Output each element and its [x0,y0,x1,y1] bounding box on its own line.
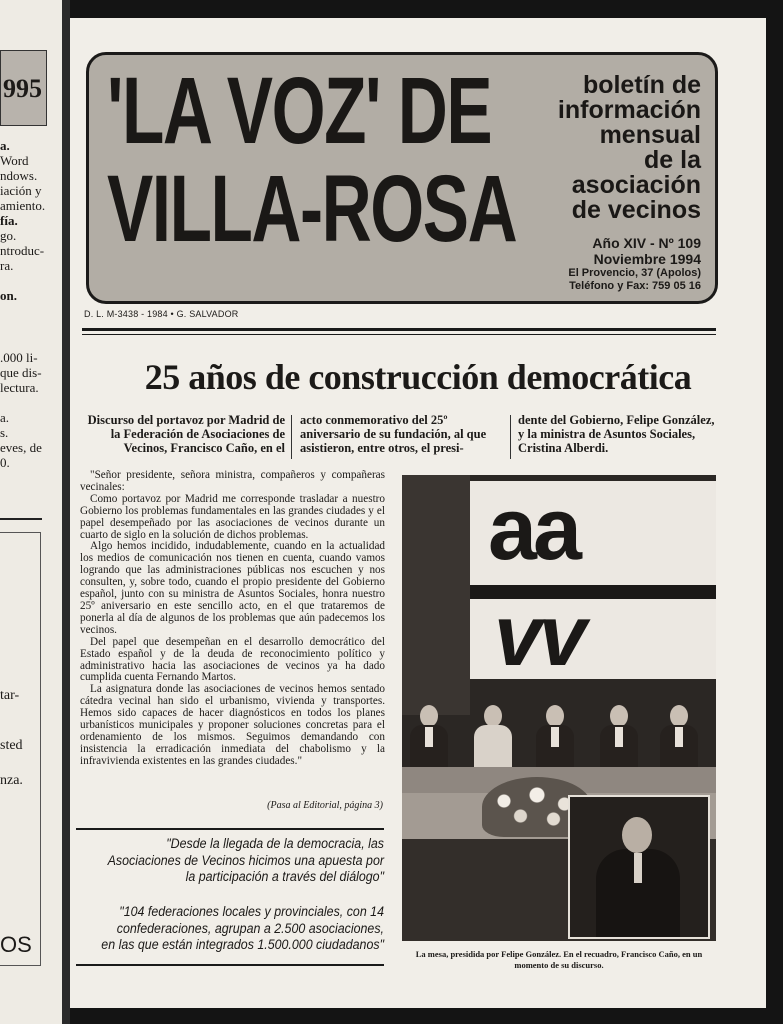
stage-curtain [402,475,470,715]
subtitle-line: información [557,96,701,124]
prev-word: OS [0,932,32,957]
article-body [80,470,385,768]
prev-line: ra. [0,258,14,273]
prev-line [0,395,60,410]
prev-line: Word [0,153,29,168]
column-separator [291,415,292,459]
prev-page-number: 995 [0,50,47,126]
body-paragraph: Algo hemos incidido, indudablemente, cuando en la actualidad los medios de comunicación nos tienen en cuenta, cuando vamos logrando que las administraciones públicas nos escuchen y nos consulten, y, sobre todo, cuando el propio presidente del Gobierno español, junto con su ministra de Asuntos Sociales, honra nuestro 25º aniversario en este sencillo acto, en el que trataremos de ponerla al día de algunos de los problemas que aún padecemos los vecinos. [80,540,385,636]
legal-deposit: D. L. M-3438 - 1984 • G. SALVADOR [84,309,239,319]
masthead-meta [568,235,701,293]
prev-line [0,273,60,288]
prev-line: fía. [0,213,18,228]
lead-column-3: dente del Gobierno, Felipe González, y la ministra de Asuntos Sociales, Cristina Alberdi. [518,413,715,455]
masthead-subtitle [558,73,701,223]
prev-word: tar- [0,688,20,703]
subtitle-line: asociación [571,171,701,199]
prev-line: .000 li- [0,350,38,365]
issue-number: Año XIV - Nº 109 [592,235,701,251]
prev-line: a. [0,138,10,153]
panel-person [534,705,576,767]
masthead-title-line-1: 'LA VOZ' DE [107,58,492,164]
prev-line: que dis- [0,365,42,380]
prev-line: go. [0,228,17,243]
pull-quote-2: "104 federaciones locales y provinciales, con 14 confederaciones, agrupan a 2.500 asociaciones, en las que están integrados 1.500.000 ciudadanos" [101,904,384,952]
continued-reference: (Pasa al Editorial, página 3) [267,800,383,811]
subtitle-line: de la [644,146,701,174]
address: El Provencio, 37 (Apolos) [568,267,701,279]
prev-line: lectura. [0,380,39,395]
prev-line: ndows. [0,168,38,183]
lead-column-2: acto conmemorativo del 25º aniversario de su fundación, al que asistieron, entre otros, el presi- [300,413,487,455]
federation-banner [470,479,716,684]
prev-line: a. [0,410,10,425]
prev-line: ntroduc- [0,243,45,258]
divider [82,328,716,331]
previous-page-edge [0,0,62,1024]
divider [82,334,716,335]
prev-line: s. [0,425,9,440]
prev-line: iación y [0,183,42,198]
panel-person [658,705,700,767]
phone: Teléfono y Fax: 759 05 16 [569,280,701,292]
prev-page-rule [0,518,42,520]
prev-line: on. [0,288,17,303]
banner-logo-top: aa [488,479,578,578]
masthead-title-line-2: VILLA-ROSA [107,156,517,262]
photo-caption: La mesa, presidida por Felipe González. En el recuadro, Francisco Caño, en un momento de su discurso. [415,949,703,970]
speaker-inset-photo [568,795,710,939]
quote-rule [76,828,384,830]
event-photo [402,475,716,941]
subtitle-line: de vecinos [571,196,701,224]
prev-page-text-block-1 [0,138,60,303]
masthead [86,52,718,304]
body-paragraph: "Señor presidente, señora ministra, compañeros y compañeras vecinales: [80,469,385,493]
banner-logo-bottom: vv [494,588,584,684]
prev-line: 0. [0,455,10,470]
lead-column-1: Discurso del portavoz por Madrid de la Federación de Asociaciones de Vecinos, Francisco Caño, en el [87,413,285,455]
article-headline: 25 años de construcción democrática [144,357,692,397]
pull-quote-1: "Desde la llegada de la democracia, las Asociaciones de Vecinos hicimos una apuesta por la participación a través del diálogo" [107,836,385,884]
book-gutter [62,0,70,1024]
body-paragraph: Del papel que desempeñan en el desarrollo democrático del Estado español y de la deuda de reconocimiento político y administrativo hacia las asociaciones de vecinos ya ha dado cumplida cuenta Fernando Martos. [80,635,385,684]
quote-rule [76,964,384,966]
column-separator [510,415,511,459]
body-paragraph: Como portavoz por Madrid me corresponde trasladar a nuestro Gobierno los problemas fundamentales en las grandes ciudades y el papel desempeñado por las asociaciones de vecinos durante un cuarto de siglo en la solución de dichos problemas. [80,492,385,541]
subtitle-line: boletín de [582,71,701,99]
prev-page-text-block-2 [0,350,60,470]
panel-person [472,705,514,767]
prev-line: amiento. [0,198,46,213]
panel-person [408,705,450,767]
panel-person [598,705,640,767]
prev-word: sted [0,738,23,753]
subtitle-line: mensual [599,121,701,149]
issue-date: Noviembre 1994 [593,251,701,267]
newsletter-page [70,18,766,1008]
prev-line: eves, de [0,440,42,455]
prev-word: nza. [0,773,23,788]
body-paragraph: La asignatura donde las asociaciones de vecinos hemos sentado cátedra vecinal han sido el urbanismo, vivienda y transportes. Hemos sido capaces de hacer diagnósticos en todos los planes urbanísticos municipales y proponer soluciones concretas para el ordenamiento de los mismos. Seguimos demandando con insistencia la erradicación inmediata del chabolismo y la infravivienda existentes en las grandes ciudades." [80,683,385,767]
